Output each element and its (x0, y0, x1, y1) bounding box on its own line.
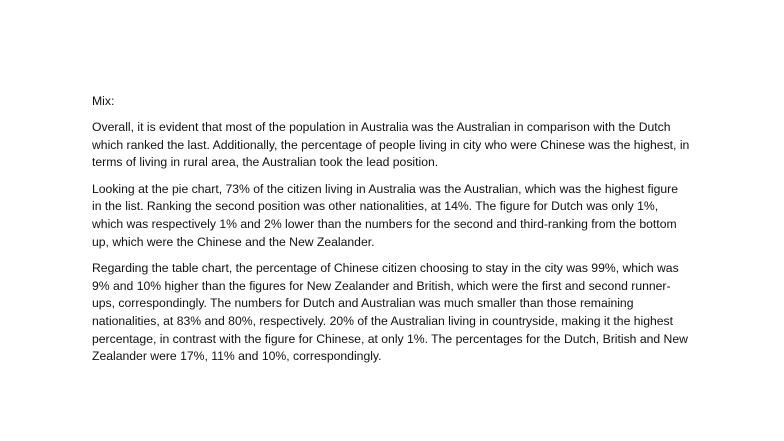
paragraph-pie-chart: Looking at the pie chart, 73% of the citizen living in Australia was the Australian, which was the highest figure in the list. Ranking the second position was other nationalities, at 14%. The figure for Dutch was only 1%, which was respectively 1% and 2% lower than the numbers for the second and third-ranking from the bottom up, which were the Chinese and the New Zealander. (92, 181, 679, 249)
paragraph-table-chart: Regarding the table chart, the percentage of Chinese citizen choosing to stay in the city was 99%, which was 9% and 10% higher than the figures for New Zealander and British, which were the first and second runner-ups, correspondingly. The numbers for Dutch and Australian was much smaller than those remaining nationalities, at 83% and 80%, respectively. 20% of the Australian living in countryside, making it the highest percentage, in contrast with the figure for Chinese, at only 1%. The percentages for the Dutch, British and New Zealander were 17%, 11% and 10%, correspondingly. (92, 261, 688, 364)
document-body (92, 93, 690, 375)
document-heading: Mix: (92, 94, 115, 108)
paragraph-overview: Overall, it is evident that most of the population in Australia was the Australian in comparison with the Dutch which ranked the last. Additionally, the percentage of people living in city who were Chinese was the highest, in terms of living in rural area, the Australian took the lead position. (92, 120, 690, 170)
